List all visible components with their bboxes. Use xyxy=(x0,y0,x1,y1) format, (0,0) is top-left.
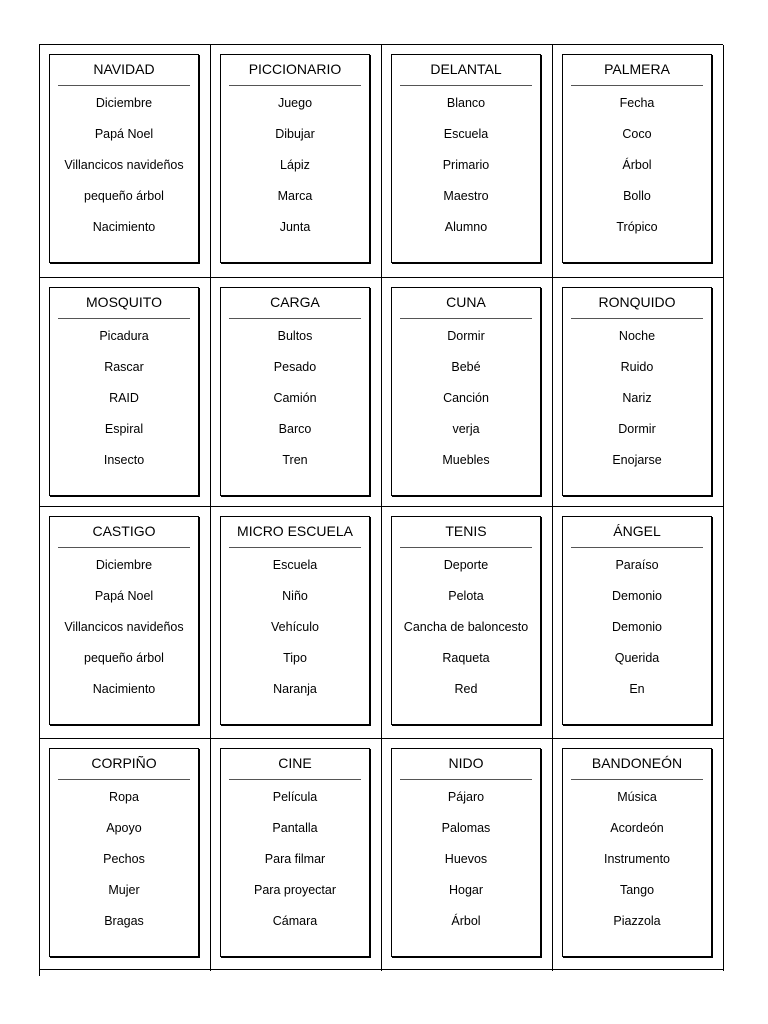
card-word: Dormir xyxy=(447,329,485,343)
card-word-list xyxy=(563,86,711,251)
card-title: MICRO ESCUELA xyxy=(229,523,361,548)
card-word: Lápiz xyxy=(280,158,310,172)
card-word: RAID xyxy=(109,391,139,405)
card-word: Apoyo xyxy=(106,821,142,835)
card-word: Juego xyxy=(277,96,313,110)
word-card xyxy=(562,748,712,957)
word-card xyxy=(562,287,712,496)
word-card xyxy=(391,748,541,957)
card-title: MOSQUITO xyxy=(58,294,190,319)
card-cell xyxy=(40,45,211,278)
card-word: Cancha de baloncesto xyxy=(403,620,529,634)
card-title: ÁNGEL xyxy=(571,523,703,548)
card-word: pequeño árbol xyxy=(84,189,164,203)
card-word: Mujer xyxy=(108,883,140,897)
card-cell xyxy=(382,278,553,507)
card-word-list xyxy=(50,319,198,484)
word-card xyxy=(49,287,199,496)
card-word: Ruido xyxy=(620,360,654,374)
card-word: En xyxy=(629,682,645,696)
card-word: Canción xyxy=(443,391,489,405)
card-word: Muebles xyxy=(442,453,490,467)
card-word: Picadura xyxy=(99,329,149,343)
card-word: Piazzola xyxy=(613,914,661,928)
card-word: Vehículo xyxy=(271,620,319,634)
card-word-list xyxy=(563,319,711,484)
card-cell xyxy=(553,45,724,278)
card-word-list xyxy=(50,548,198,713)
card-word: Paraíso xyxy=(615,558,659,572)
card-word: Diciembre xyxy=(95,558,153,572)
word-card xyxy=(49,54,199,263)
card-word: Diciembre xyxy=(95,96,153,110)
word-card xyxy=(49,748,199,957)
card-cell xyxy=(382,507,553,739)
card-word: Pelota xyxy=(448,589,484,603)
card-word: Nacimiento xyxy=(92,682,156,696)
card-word: Niño xyxy=(282,589,308,603)
card-cell xyxy=(553,739,724,971)
card-cell xyxy=(40,507,211,739)
word-card xyxy=(562,54,712,263)
card-word-list xyxy=(221,319,369,484)
card-word: Noche xyxy=(618,329,656,343)
word-card xyxy=(391,287,541,496)
card-title: BANDONEÓN xyxy=(571,755,703,780)
word-card xyxy=(220,748,370,957)
card-title: RONQUIDO xyxy=(571,294,703,319)
card-cell xyxy=(211,507,382,739)
card-grid xyxy=(40,45,723,971)
card-word: Marca xyxy=(277,189,313,203)
card-word: Para filmar xyxy=(264,852,326,866)
card-word: Hogar xyxy=(448,883,484,897)
card-word-list xyxy=(392,319,540,484)
card-word: Tipo xyxy=(283,651,307,665)
card-word: Rascar xyxy=(104,360,144,374)
card-cell xyxy=(553,278,724,507)
card-word: Alumno xyxy=(444,220,488,234)
card-word: Blanco xyxy=(446,96,486,110)
card-word: Palomas xyxy=(441,821,491,835)
card-word-list xyxy=(563,548,711,713)
card-word: Tren xyxy=(282,453,308,467)
word-card xyxy=(391,516,541,725)
card-word: Raqueta xyxy=(442,651,490,665)
word-card xyxy=(49,516,199,725)
card-word: Pantalla xyxy=(272,821,318,835)
card-word: Fecha xyxy=(619,96,655,110)
card-word: Nacimiento xyxy=(92,220,156,234)
card-word: Dormir xyxy=(618,422,656,436)
word-card xyxy=(391,54,541,263)
card-word: Pechos xyxy=(103,852,145,866)
card-word: pequeño árbol xyxy=(84,651,164,665)
card-word-list xyxy=(50,780,198,945)
card-word: Bragas xyxy=(104,914,144,928)
card-word: Papá Noel xyxy=(94,589,154,603)
card-title: TENIS xyxy=(400,523,532,548)
card-word: Deporte xyxy=(443,558,489,572)
card-word: Bultos xyxy=(277,329,313,343)
card-word: Insecto xyxy=(103,453,145,467)
card-word-list xyxy=(221,548,369,713)
card-word: Maestro xyxy=(443,189,489,203)
card-cell xyxy=(40,739,211,971)
card-cell xyxy=(382,45,553,278)
card-cell xyxy=(553,507,724,739)
card-word-list xyxy=(392,548,540,713)
card-word: Para proyectar xyxy=(254,883,336,897)
card-word: Papá Noel xyxy=(94,127,154,141)
card-word: Tango xyxy=(619,883,655,897)
card-title: CORPIÑO xyxy=(58,755,190,780)
card-word: Trópico xyxy=(616,220,658,234)
card-word: Naranja xyxy=(273,682,317,696)
card-title: CINE xyxy=(229,755,361,780)
card-title: NIDO xyxy=(400,755,532,780)
card-word: Nariz xyxy=(622,391,652,405)
card-word-list xyxy=(221,780,369,945)
card-word: Acordeón xyxy=(610,821,664,835)
card-word: Árbol xyxy=(451,914,481,928)
card-sheet xyxy=(39,44,723,976)
card-word: Dibujar xyxy=(275,127,315,141)
card-word: Coco xyxy=(622,127,652,141)
card-title: DELANTAL xyxy=(400,61,532,86)
card-word: Escuela xyxy=(272,558,318,572)
card-word: Demonio xyxy=(611,589,663,603)
card-title: CASTIGO xyxy=(58,523,190,548)
card-word-list xyxy=(392,86,540,251)
card-word: Bollo xyxy=(623,189,651,203)
card-title: PALMERA xyxy=(571,61,703,86)
word-card xyxy=(220,516,370,725)
card-word: Junta xyxy=(279,220,311,234)
card-word: Espiral xyxy=(104,422,144,436)
card-cell xyxy=(382,739,553,971)
card-word: Bebé xyxy=(451,360,481,374)
card-word: Enojarse xyxy=(612,453,662,467)
card-word: verja xyxy=(452,422,480,436)
card-title: PICCIONARIO xyxy=(229,61,361,86)
card-word: Música xyxy=(617,790,657,804)
word-card xyxy=(220,54,370,263)
card-word: Primario xyxy=(442,158,490,172)
word-card xyxy=(220,287,370,496)
card-title: NAVIDAD xyxy=(58,61,190,86)
card-cell xyxy=(211,739,382,971)
sheet-bottom-divider xyxy=(39,969,723,970)
card-word: Película xyxy=(272,790,318,804)
card-word: Ropa xyxy=(109,790,139,804)
card-word-list xyxy=(221,86,369,251)
card-word: Querida xyxy=(614,651,660,665)
card-word: Árbol xyxy=(622,158,652,172)
card-title: CUNA xyxy=(400,294,532,319)
card-word-list xyxy=(50,86,198,251)
card-word-list xyxy=(563,780,711,945)
card-word: Cámara xyxy=(272,914,318,928)
card-word: Barco xyxy=(278,422,312,436)
card-word: Villancicos navideños xyxy=(64,620,184,634)
card-word: Pesado xyxy=(273,360,317,374)
card-word: Escuela xyxy=(443,127,489,141)
card-cell xyxy=(211,45,382,278)
card-cell xyxy=(211,278,382,507)
card-word: Red xyxy=(454,682,478,696)
card-cell xyxy=(40,278,211,507)
card-word: Villancicos navideños xyxy=(64,158,184,172)
card-word: Demonio xyxy=(611,620,663,634)
card-word: Camión xyxy=(273,391,317,405)
card-word: Pájaro xyxy=(447,790,485,804)
card-word: Huevos xyxy=(444,852,488,866)
card-title: CARGA xyxy=(229,294,361,319)
card-word-list xyxy=(392,780,540,945)
word-card xyxy=(562,516,712,725)
card-word: Instrumento xyxy=(603,852,670,866)
